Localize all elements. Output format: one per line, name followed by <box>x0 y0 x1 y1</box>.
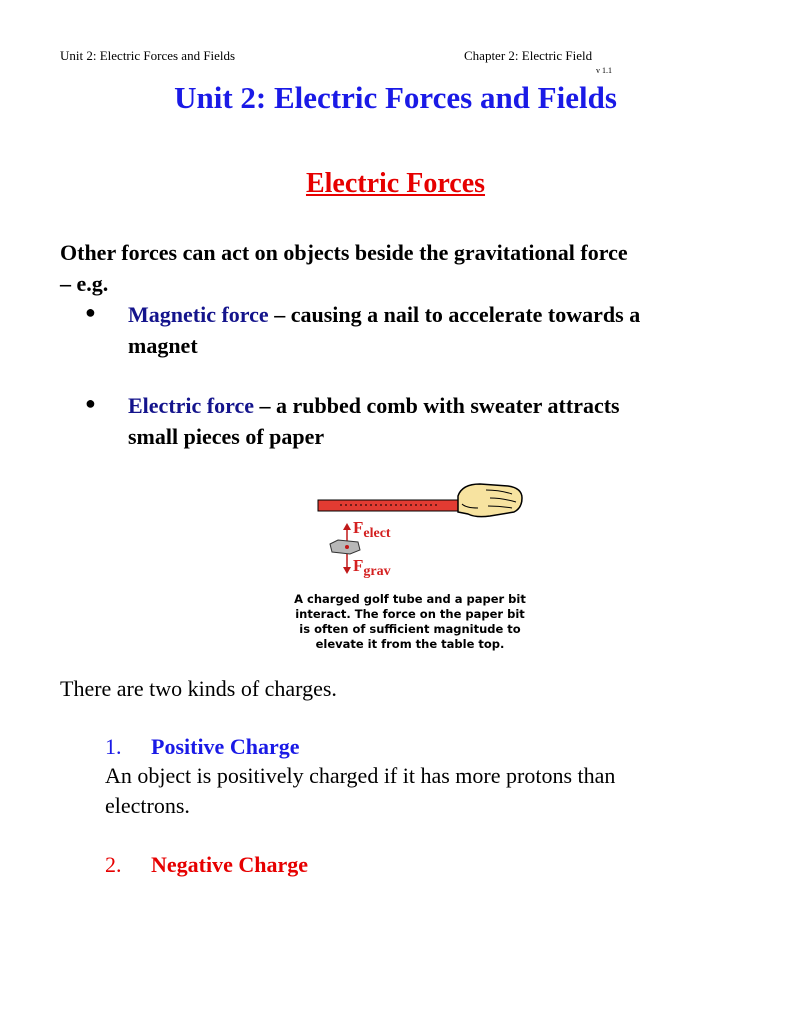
bullet-term: Electric force <box>128 393 255 418</box>
figure-caption <box>290 592 530 652</box>
force-subscript: grav <box>363 564 391 579</box>
charges-intro: There are two kinds of charges. <box>60 676 337 701</box>
bullet-dot: ● <box>85 393 96 413</box>
bullet-dot: ● <box>85 302 96 322</box>
bullet-text-continued: small pieces of paper <box>128 424 325 449</box>
force-letter: F <box>353 518 364 537</box>
caption-line: interact. The force on the paper bit <box>295 607 525 621</box>
section-title: Electric Forces <box>305 168 486 199</box>
bullet-text: – a rubbed comb with sweater attracts <box>254 393 620 418</box>
caption-line: elevate it from the table top. <box>315 637 505 651</box>
label-f-grav <box>353 556 391 579</box>
version-label: v 1.1 <box>596 66 612 75</box>
header-left: Unit 2: Electric Forces and Fields <box>60 48 236 63</box>
intro-line-2: – e.g. <box>60 271 109 296</box>
bullet-electric <box>128 390 620 421</box>
figure-charged-tube <box>290 478 530 668</box>
label-f-elect <box>353 518 391 541</box>
caption-line: is often of sufficient magnitude to <box>299 622 521 636</box>
charge-positive-desc: An object is positively charged if it has more protons than <box>105 763 616 788</box>
charge-positive-desc-continued: electrons. <box>105 793 190 818</box>
charge-number: 2. <box>105 852 122 877</box>
hand-icon <box>458 484 522 517</box>
header-right: Chapter 2: Electric Field <box>464 48 593 63</box>
caption-line: A charged golf tube and a paper bit <box>294 592 526 606</box>
bullet-magnetic <box>128 299 640 330</box>
bullet-text: – causing a nail to accelerate towards a <box>268 302 641 327</box>
force-subscript: elect <box>363 526 391 541</box>
charge-negative-heading: Negative Charge <box>151 852 309 877</box>
page-title: Unit 2: Electric Forces and Fields <box>174 80 617 115</box>
bullet-term: Magnetic force <box>128 302 269 327</box>
force-point <box>345 545 349 549</box>
bullet-text-continued: magnet <box>128 333 198 358</box>
charge-positive-heading: Positive Charge <box>151 734 300 759</box>
intro-line-1: Other forces can act on objects beside the gravitational force <box>60 240 628 265</box>
charge-number: 1. <box>105 734 122 759</box>
force-letter: F <box>353 556 364 575</box>
